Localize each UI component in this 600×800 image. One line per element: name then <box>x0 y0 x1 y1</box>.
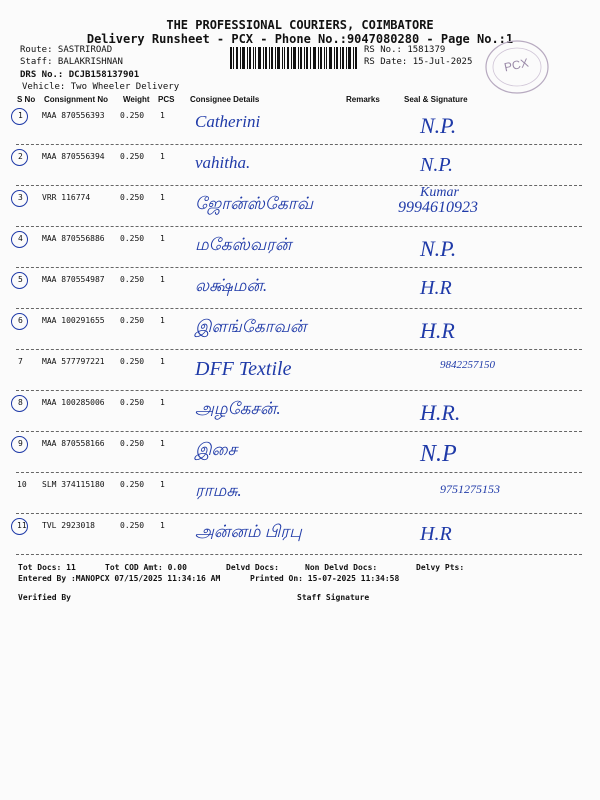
stamp-text: PCX <box>502 55 530 75</box>
row-signature-handwritten: N.P. <box>420 113 457 138</box>
row-divider <box>16 390 582 391</box>
row-consignment: VRR 116774 <box>42 193 91 202</box>
row-sno: 3 <box>18 193 23 202</box>
non-delvd-docs: Non Delvd Docs: <box>305 563 378 572</box>
row-sno: 9 <box>18 439 23 448</box>
row-pcs: 1 <box>160 316 165 325</box>
tot-docs: Tot Docs: 11 <box>18 563 76 572</box>
row-consignment: SLM 374115180 <box>42 480 105 489</box>
row-signature-handwritten: N.P. <box>420 236 457 261</box>
runsheet-subtitle: Delivery Runsheet - PCX - Phone No.:9047080280 - Page No.:1 <box>86 32 514 46</box>
row-weight: 0.250 <box>120 398 145 407</box>
row-pcs: 1 <box>160 480 165 489</box>
col-consignee: Consignee Details <box>190 95 260 104</box>
row-divider <box>16 554 582 555</box>
row-consignment: MAA 870556886 <box>42 234 105 243</box>
row-consignment: MAA 870558166 <box>42 439 105 448</box>
barcode <box>230 47 358 73</box>
row-weight: 0.250 <box>120 111 145 120</box>
row-consignment: MAA 100291655 <box>42 316 105 325</box>
col-seal-signature: Seal & Signature <box>404 95 468 104</box>
row-signature-handwritten: 9751275153 <box>440 482 500 496</box>
row-signature-handwritten: H.R. <box>420 400 461 425</box>
row-pcs: 1 <box>160 152 165 161</box>
row-divider <box>16 267 582 268</box>
row-divider <box>16 185 582 186</box>
row-pcs: 1 <box>160 193 165 202</box>
row-sno: 1 <box>18 111 23 120</box>
rs-number: RS No.: 1581379 <box>364 45 446 55</box>
pcx-stamp <box>482 38 552 96</box>
barcode-graphic <box>230 47 358 73</box>
staff-signature: Staff Signature <box>297 593 370 602</box>
row-weight: 0.250 <box>120 357 145 366</box>
col-remarks: Remarks <box>346 95 380 104</box>
row-weight: 0.250 <box>120 152 145 161</box>
row-weight: 0.250 <box>120 193 145 202</box>
delvy-pts: Delvy Pts: <box>416 563 465 572</box>
row-remark-handwritten: 9994610923 <box>398 199 478 216</box>
row-weight: 0.250 <box>120 521 145 530</box>
row-divider <box>16 226 582 227</box>
staff-label: Staff: BALAKRISHNAN <box>20 57 123 67</box>
drs-number: DRS No.: DCJB158137901 <box>20 70 140 80</box>
row-consignment: MAA 870556394 <box>42 152 105 161</box>
row-pcs: 1 <box>160 234 165 243</box>
row-sno: 5 <box>18 275 23 284</box>
row-consignment: MAA 870556393 <box>42 111 105 120</box>
row-signature-handwritten: 9842257150 <box>440 359 495 371</box>
row-consignee-handwritten: இளங்கோவன் <box>195 317 307 336</box>
row-sno: 4 <box>18 234 23 243</box>
row-signature-handwritten: H.R <box>420 318 455 343</box>
row-pcs: 1 <box>160 439 165 448</box>
row-pcs: 1 <box>160 521 165 530</box>
row-pcs: 1 <box>160 111 165 120</box>
row-consignment: MAA 870554987 <box>42 275 105 284</box>
row-consignee-handwritten: ஜோன்ஸ்கோவ் <box>195 194 313 213</box>
row-divider <box>16 472 582 473</box>
col-consignment: Consignment No <box>44 95 108 104</box>
entered-by: Entered By :MANOPCX 07/15/2025 11:34:16 AM <box>18 574 221 583</box>
row-signature-handwritten: Kumar <box>420 185 459 200</box>
row-consignee-handwritten: Catherini <box>195 112 261 131</box>
row-divider <box>16 144 582 145</box>
row-pcs: 1 <box>160 357 165 366</box>
row-consignment: TVL 2923018 <box>42 521 95 530</box>
row-sno: 6 <box>18 316 23 325</box>
vehicle-label: Vehicle: Two Wheeler Delivery <box>22 82 180 92</box>
rs-date: RS Date: 15-Jul-2025 <box>364 57 473 67</box>
row-weight: 0.250 <box>120 480 145 489</box>
col-pcs: PCS <box>158 95 175 104</box>
row-consignee-handwritten: இசை <box>195 440 238 459</box>
printed-on: Printed On: 15-07-2025 11:34:58 <box>250 574 400 583</box>
row-weight: 0.250 <box>120 316 145 325</box>
row-consignee-handwritten: ராமசு. <box>195 481 242 500</box>
row-divider <box>16 349 582 350</box>
row-sno: 11 <box>17 521 27 530</box>
route-label: Route: SASTRIROAD <box>20 45 113 55</box>
row-weight: 0.250 <box>120 275 145 284</box>
row-consignee-handwritten: அன்னம் பிரபு <box>195 522 302 541</box>
row-signature-handwritten: H.R <box>420 523 452 545</box>
row-divider <box>16 513 582 514</box>
row-signature-handwritten: N.P <box>420 441 457 467</box>
col-sno: S No <box>17 95 36 104</box>
row-divider <box>16 431 582 432</box>
row-consignee-handwritten: அழகேசன். <box>195 399 281 418</box>
row-consignment: MAA 100285006 <box>42 398 105 407</box>
row-signature-handwritten: H.R <box>420 277 452 299</box>
row-sno: 10 <box>17 480 27 489</box>
row-consignee-handwritten: லக்ஷ்மன். <box>195 276 268 295</box>
row-sno: 8 <box>18 398 23 407</box>
col-weight: Weight <box>123 95 150 104</box>
row-weight: 0.250 <box>120 439 145 448</box>
row-pcs: 1 <box>160 275 165 284</box>
row-consignee-handwritten: மகேஸ்வரன் <box>195 235 292 254</box>
row-consignee-handwritten: vahitha. <box>195 153 251 172</box>
verified-by: Verified By <box>18 593 71 602</box>
row-sno: 7 <box>18 357 23 366</box>
row-consignee-handwritten: DFF Textile <box>195 358 292 380</box>
row-sno: 2 <box>18 152 23 161</box>
row-weight: 0.250 <box>120 234 145 243</box>
row-pcs: 1 <box>160 398 165 407</box>
row-signature-handwritten: N.P. <box>420 154 453 176</box>
row-divider <box>16 308 582 309</box>
delvd-docs: Delvd Docs: <box>226 563 279 572</box>
company-title: THE PROFESSIONAL COURIERS, COIMBATORE <box>166 18 434 32</box>
tot-cod-amt: Tot COD Amt: 0.00 <box>105 563 187 572</box>
row-consignment: MAA 577797221 <box>42 357 105 366</box>
